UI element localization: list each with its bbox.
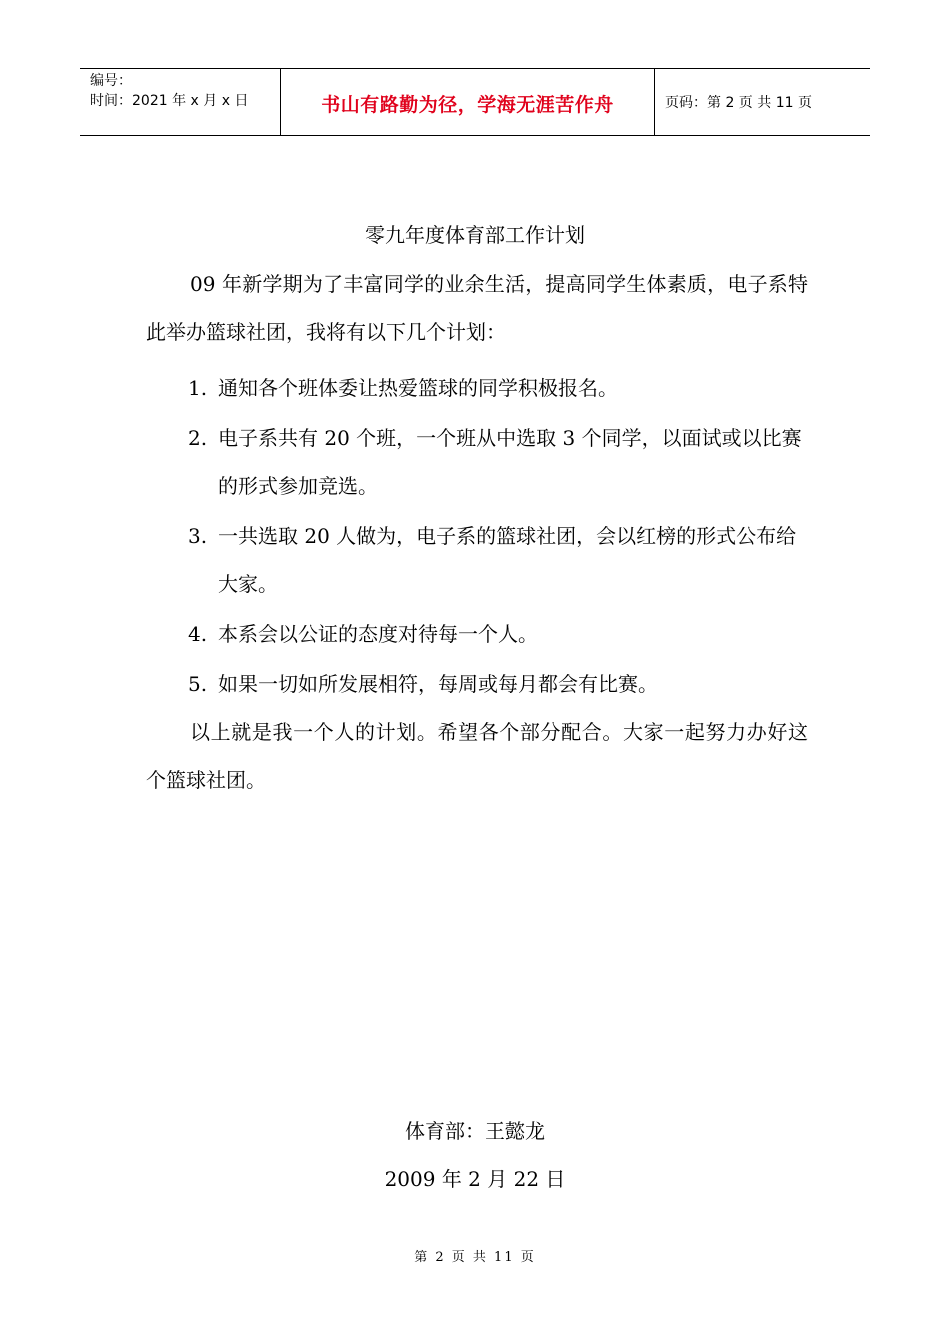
list-item-text: 本系会以公证的态度对待每一个人。 [218,622,538,646]
header-motto-cell [281,69,655,135]
plan-list [146,364,808,710]
page-footer: 第 2 页 共 11 页 [414,1250,536,1265]
header-meta-cell [80,69,281,135]
list-item-text: 如果一切如所发展相符，每周或每月都会有比赛。 [218,672,658,696]
date-label: 时间：2021 年 x 月 x 日 [90,93,249,109]
page-info: 页码：第 2 页 共 11 页 [665,95,812,111]
closing-paragraph: 以上就是我一个人的计划。希望各个部分配合。大家一起努力办好这个篮球社团。 [146,720,808,792]
list-item-number: 3. [188,524,208,548]
list-item-number: 1. [188,376,208,400]
signature-date: 2009 年 2 月 22 日 [384,1167,566,1191]
signature: 体育部：王懿龙 [405,1119,545,1143]
list-item-text: 一共选取 20 人做为，电子系的篮球社团，会以红榜的形式公布给大家。 [218,524,797,596]
page-header [80,68,870,136]
list-item-number: 4. [188,622,208,646]
list-item [146,610,808,658]
list-item [146,414,808,510]
header-page-cell [655,69,870,135]
document-title: 零九年度体育部工作计划 [365,223,585,247]
list-item [146,364,808,412]
motto-text: 书山有路勤为径，学海无涯苦作舟 [321,93,614,116]
list-item [146,512,808,608]
list-item [146,660,808,708]
list-item-text: 通知各个班体委让热爱篮球的同学积极报名。 [218,376,618,400]
list-item-number: 2. [188,426,208,450]
intro-paragraph: 09 年新学期为了丰富同学的业余生活，提高同学生体素质，电子系特此举办篮球社团，我将有以下几个计划： [146,272,808,344]
number-label: 编号： [90,73,132,89]
list-item-number: 5. [188,672,208,696]
list-item-text: 电子系共有 20 个班，一个班从中选取 3 个同学，以面试或以比赛的形式参加竞选。 [218,426,802,498]
